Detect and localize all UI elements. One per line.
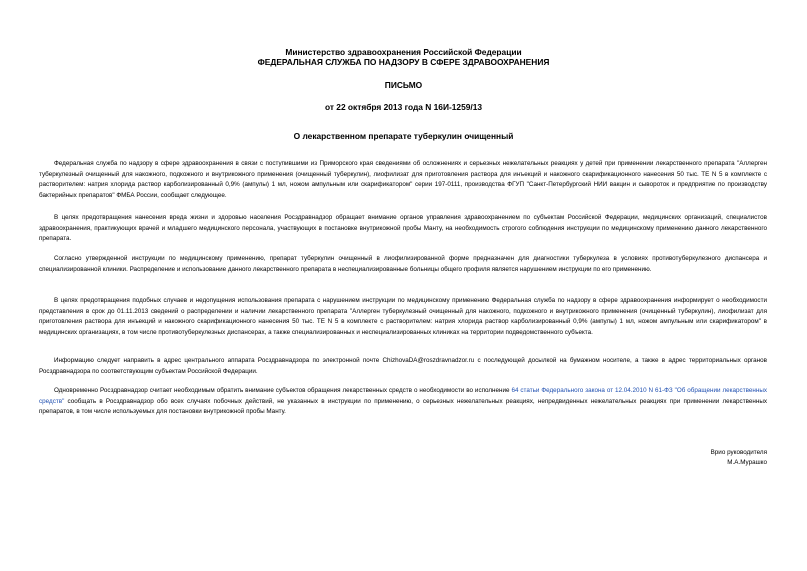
paragraph-3: Согласно утвержденной инструкции по медицинскому применению, препарат туберкулин очищенный в лиофилизированной форме предназначен для диагностики туберкулеза в условиях противотуберкулезного диспансера и специализированной клиники. Распределение и использование данного лекарственного препарата в неспециализированные больницы общего профиля является нарушением инструкции по его применению. <box>39 255 767 273</box>
doc-type-heading: ПИСЬМО <box>384 80 423 90</box>
paragraph-2: В целях предотвращения нанесения вреда жизни и здоровью населения Росздравнадзор обращает внимание органов управления здравоохранением по субъектам Российской Федерации, медицинских организаций, специалистов здравоохранения, практикующих врачей и младшего медицинского персонала, участвующих в постановке внутрикожной пробы Манту, на необходимость строгого соблюдения инструкции по медицинскому применению данного лекарственного препарата. <box>39 214 767 242</box>
subject-heading: О лекарственном препарате туберкулин очищенный <box>293 131 514 141</box>
date-number-heading: от 22 октября 2013 года N 16И-1259/13 <box>324 102 483 112</box>
signature-name: М.А.Мурашко <box>727 459 767 466</box>
paragraph-6 <box>39 386 767 418</box>
paragraph-1: Федеральная служба по надзору в сфере здравоохранения в связи с поступившими из Приморского края сведениями об осложнениях и серьезных нежелательных реакциях у детей при применении лекарственного препарата "Аллерген туберкулезный очищенный для накожного, подкожного и внутрикожного применения (очищенный туберкулин), лиофилизат для приготовления раствора для инъекций и накожного скарификационного нанесения 50 тыс. ТЕ N 5 в комплекте с растворителем: натрия хлорида раствор карболизированный 0,9% (ампулы) 1 мл, ножом ампульным или скарификатором" серии 197-0111, производства ФГУП "Санкт-Петербургский НИИ вакцин и сывороток и предприятие по производству бактерийных препаратов" ФМБА России, сообщает следующее. <box>39 160 767 199</box>
service-heading: ФЕДЕРАЛЬНАЯ СЛУЖБА ПО НАДЗОРУ В СФЕРЕ ЗДРАВООХРАНЕНИЯ <box>257 57 550 67</box>
paragraph-6-text-end: сообщать в Росздравнадзор обо всех случаях побочных действий, не указанных в инструкции по применению, о серьезных нежелательных реакциях, непредвиденных нежелательных реакциях при применении лекарственных препаратов, в том числе используемых для постановки внутрикожной пробы Манту. <box>39 397 767 415</box>
paragraph-6-text-start: Одновременно Росздравнадзор считает необходимым обратить внимание субъектов обращения лекарственных средств о необходимости во исполнение <box>54 387 512 394</box>
paragraph-4: В целях предотвращения подобных случаев и недопущения использования препарата с нарушением инструкции по медицинскому применению Федеральная служба по надзору в сфере здравоохранения информирует о необходимости представления в срок до 01.11.2013 сведений о распределении и наличии лекарственного препарата "Аллерген туберкулезный очищенный для накожного, подкожного и внутрикожного применения (очищенный туберкулин), лиофилизат для приготовления раствора для инъекций и накожного скарификационного нанесения 50 тыс. ТЕ N 5 в комплекте с растворителем: натрия хлорида раствор карболизированный 0,9% (ампулы) 1 мл, ножом ампульным или скарификатором" в медицинских организациях, в том числе противотуберкулезных диспансерах, а также специализированных и неспециализированных клиниках на территории подведомственного субъекта. <box>39 297 767 336</box>
ministry-heading: Министерство здравоохранения Российской Федерации <box>285 47 522 57</box>
signature-position: Врио руководителя <box>710 449 767 456</box>
federal-law-link[interactable]: 64 статьи Федерального закона от 12.04.2010 N 61-ФЗ "Об обращении лекарственных средств" <box>39 387 767 405</box>
paragraph-5: Информацию следует направить в адрес центрального аппарата Росздравнадзора по электронной почте ChizhovaDA@roszdravnadzor.ru с последующей досылкой на бумажном носителе, а также в адрес территориальных органов Росздравнадзора по соответствующим субъектам Российской Федерации. <box>39 357 767 375</box>
